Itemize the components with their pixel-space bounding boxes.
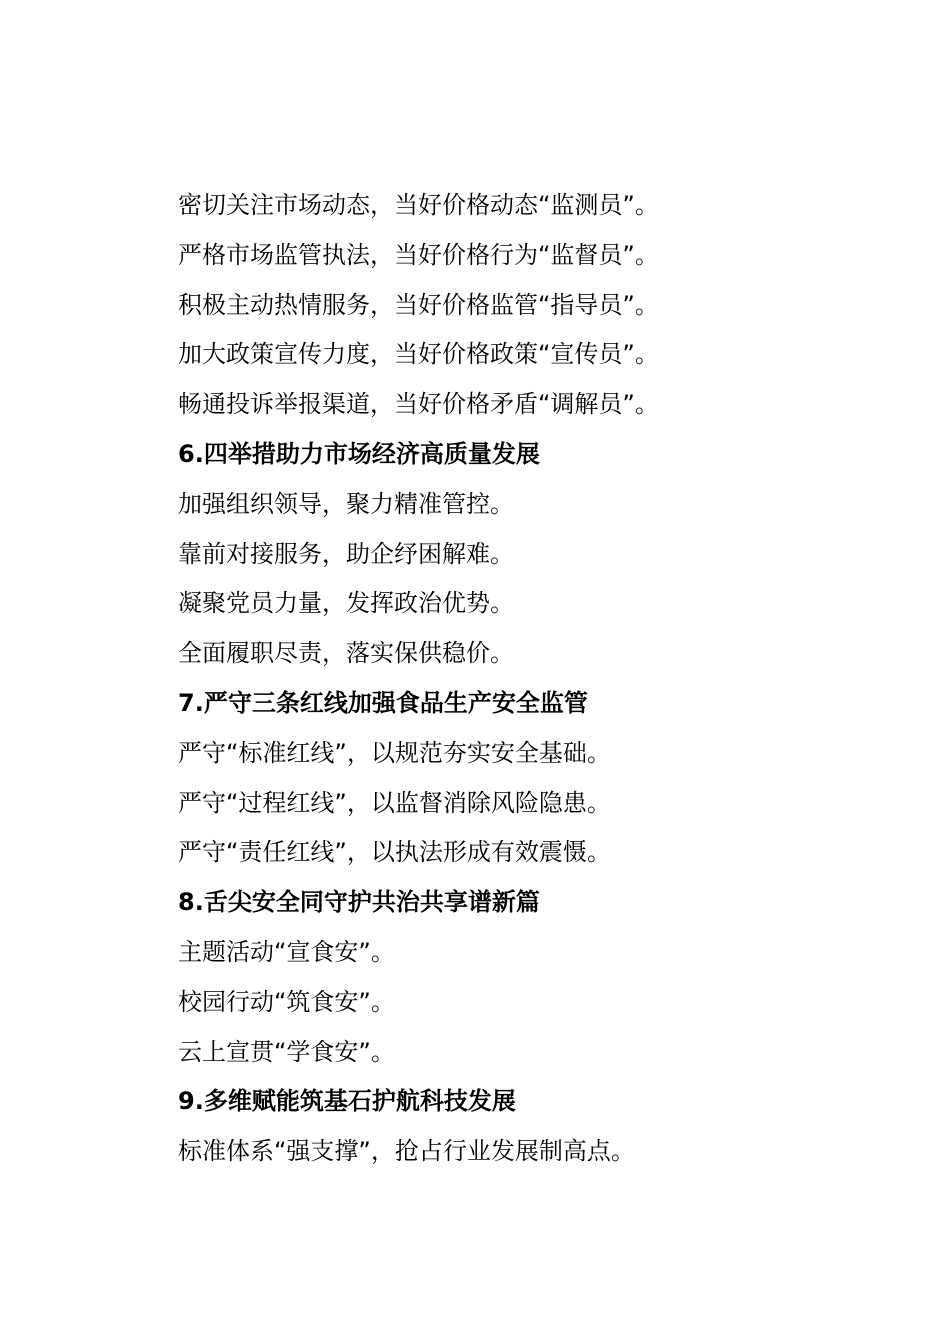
section-heading: 7.严守三条红线加强食品生产安全监管 [178, 688, 588, 717]
text-line: 严守“过程红线”，以监督消除风险隐患。 [178, 788, 611, 817]
document-body [178, 181, 878, 1177]
text-line: 严守“标准红线”，以规范夯实安全基础。 [178, 738, 611, 767]
text-line: 主题活动“宣食安”。 [178, 937, 395, 966]
text-line: 严守“责任红线”，以执法形成有效震慑。 [178, 838, 611, 867]
text-line: 标准体系“强支撑”，抢占行业发展制高点。 [178, 1137, 635, 1166]
text-line: 云上宣贯“学食安”。 [178, 1037, 395, 1066]
text-line: 校园行动“筑食安”。 [178, 987, 395, 1016]
text-line: 密切关注市场动态，当好价格动态“监测员”。 [178, 191, 659, 219]
text-line: 靠前对接服务，助企纾困解难。 [178, 539, 514, 568]
section-heading: 6.四举措助力市场经济高质量发展 [178, 439, 540, 468]
text-line: 加强组织领导，聚力精准管控。 [178, 489, 514, 518]
section-heading: 8.舌尖安全同守护共治共享谱新篇 [178, 888, 540, 917]
text-line: 加大政策宣传力度，当好价格政策“宣传员”。 [178, 340, 659, 369]
text-line: 畅通投诉举报渠道，当好价格矛盾“调解员”。 [178, 390, 659, 419]
text-line: 凝聚党员力量，发挥政治优势。 [178, 589, 514, 618]
text-line: 全面履职尽责，落实保供稳价。 [178, 639, 514, 668]
text-line: 积极主动热情服务，当好价格监管“指导员”。 [178, 290, 659, 319]
text-line: 严格市场监管执法，当好价格行为“监督员”。 [178, 240, 659, 269]
section-heading: 9.多维赋能筑基石护航科技发展 [178, 1087, 516, 1116]
